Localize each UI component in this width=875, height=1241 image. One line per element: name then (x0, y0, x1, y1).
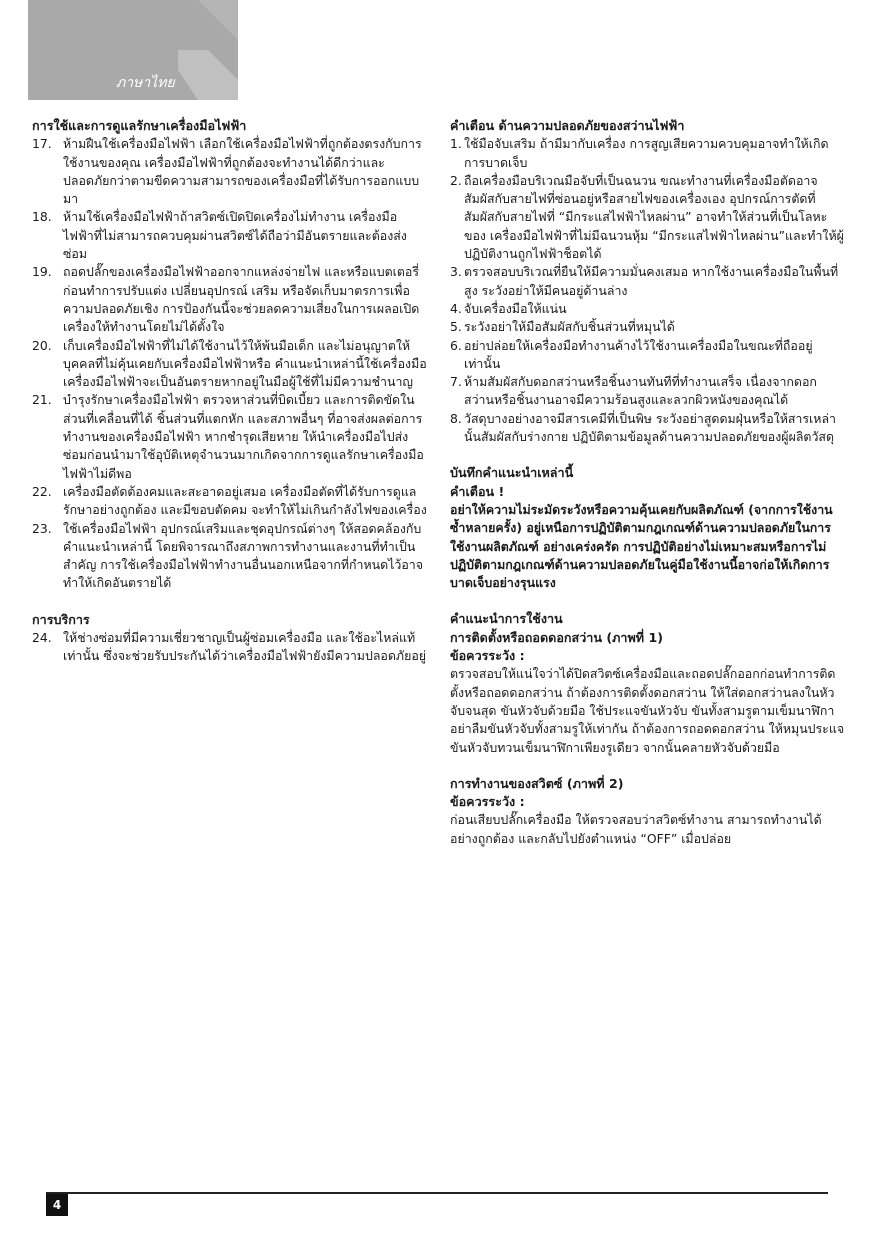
item-text: ถือเครื่องมือบริเวณมือจับที่เป็นฉนวน ขณะทำงานที่เครื่องมือตัดอาจสัมผัสกับสายไฟที่ซ่อนอยู่หรือสายไฟของเครื่องเอง อุปกรณ์การตัดที่สัมผัสกับสายไฟที่ “มีกระแสไฟฟ้าไหลผ่าน” อาจทำให้ส่วนที่เป็นโลหะของ เครื่องมือไฟฟ้าที่ไม่มีฉนวนหุ้ม “มีกระแสไฟฟ้าไหลผ่าน”และทำให้ผู้ปฏิบัติงานถูกไฟฟ้าช็อตได้ (464, 172, 844, 262)
list-item (32, 520, 427, 593)
section-title-drill-safety: คำเตือน ด้านความปลอดภัยของสว่านไฟฟ้า (450, 118, 685, 133)
warning-label: คำเตือน ! (450, 483, 505, 499)
language-label: ภาษาไทย (116, 75, 175, 91)
item-number: 2. (450, 172, 462, 188)
item-text: ถอดปลั๊กของเครื่องมือไฟฟ้าออกจากแหล่งจ่ายไฟ และหรือแบตเตอรี่ก่อนทำการปรับแต่ง เปลี่ยนอุปกรณ์ เสริม หรือจัดเก็บมาตรการเพื่อความปลอดภัยเชิง การป้องกันนี้จะช่วยลดความเสี่ยงในการเผลอเปิดเครื่องให้ทำงานโดยไม่ได้ตั้งใจ (63, 264, 420, 335)
caution-label: ข้อควรระวัง : (450, 648, 525, 664)
item-number: 22. (32, 483, 52, 499)
item-number: 3. (450, 264, 462, 280)
list-item (450, 373, 845, 410)
list-item (450, 318, 845, 336)
right-column (450, 117, 845, 848)
item-number: 5. (450, 319, 462, 335)
list-item (450, 337, 845, 374)
item-text: จับเครื่องมือให้แน่น (464, 300, 567, 316)
switch-title: การทำงานของสวิตซ์ (ภาพที่ 2) (450, 775, 624, 791)
list-item (450, 300, 845, 318)
caution-label: ข้อควรระวัง : (450, 794, 525, 810)
item-number: 23. (32, 520, 52, 536)
left-column (32, 117, 427, 666)
item-number: 4. (450, 300, 462, 316)
list-item (32, 135, 427, 208)
item-number: 24. (32, 630, 52, 646)
list-item (450, 172, 845, 263)
save-instructions-title: บันทึกคำแนะนำเหล่านี้ (450, 465, 574, 481)
list-item (32, 391, 427, 482)
item-number: 1. (450, 136, 462, 152)
switch-text: ก่อนเสียบปลั๊กเครื่องมือ ให้ตรวจสอบว่าสวิตซ์ทำงาน สามารถทำงานได้อย่างถูกต้อง และกลับไปยังตำแหน่ง “OFF” เมื่อปล่อย (450, 812, 822, 846)
item-number: 18. (32, 209, 52, 225)
usage-title: คำแนะนำการใช้งาน (450, 611, 563, 627)
section-title-tool-care: การใช้และการดูแลรักษาเครื่องมือไฟฟ้า (32, 118, 247, 133)
list-item (450, 135, 845, 172)
item-text: ตรวจสอบบริเวณที่ยืนให้มีความมั่นคงเสมอ หากใช้งานเครื่องมือในพื้นที่สูง ระวังอย่าให้มีคนอยู่ด้านล่าง (464, 264, 839, 298)
list-item (32, 208, 427, 263)
item-text: ใช้เครื่องมือไฟฟ้า อุปกรณ์เสริมและชุดอุปกรณ์ต่างๆ ให้สอดคล้องกับคำแนะนำเหล่านี้ โดยพิจารณาถึงสภาพการทำงานและงานที่ทำเป็นสำคัญ การใช้เครื่องมือไฟฟ้าทำงานอื่นนอกเหนือจากที่กำหนดไว้อาจทำให้เกิดอันตรายได้ (63, 520, 424, 591)
item-text: ใช้มือจับเสริม ถ้ามีมากับเครื่อง การสูญเสียความควบคุมอาจทำให้เกิดการบาดเจ็บ (464, 136, 829, 170)
item-number: 21. (32, 392, 52, 408)
install-text: ตรวจสอบให้แน่ใจว่าได้ปิดสวิตซ์เครื่องมือและถอดปลั๊กออกก่อนทำการติดตั้งหรือถอดดอกสว่าน ถ้าต้องการติดตั้งดอกสว่าน ให้ใส่ดอกสว่านลงในหัวจับจนสุด ขันหัวจับด้วยมือ ใช้ประแจขันหัวจับ ขันทั้งสามรูตามเข็มนาฬิกา อย่าลืมขันหัวจับทั้งสามรูให้เท่ากัน ถ้าต้องการถอดดอกสว่าน ให้หมุนประแจขันหัวจับทวนเข็มนาฬิกาเพียงรูเดียว จากนั้นคลายหัวจับด้วยมือ (450, 666, 845, 755)
item-number: 8. (450, 410, 462, 426)
list-item (450, 263, 845, 300)
warning-text: อย่าให้ความไม่ระมัดระวังหรือความคุ้นเคยกับผลิตภัณฑ์ (จากการใช้งานซ้ำหลายครั้ง) อยู่เหนือการปฏิบัติตามกฎเกณฑ์ด้านความปลอดภัยในการใช้งานผลิตภัณฑ์ อย่างเคร่งครัด การปฏิบัติอย่างไม่เหมาะสมหรือการไม่ปฏิบัติตามกฎเกณฑ์ด้านความปลอดภัยในคู่มือใช้งานนี้อาจก่อให้เกิดการบาดเจ็บอย่างรุนแรง (450, 501, 833, 591)
item-number: 17. (32, 136, 52, 152)
list-item (450, 410, 845, 447)
section-title-service: การบริการ (32, 611, 90, 627)
item-text: อย่าปล่อยให้เครื่องมือทำงานค้างไว้ใช้งานเครื่องมือในขณะที่ถืออยู่เท่านั้น (464, 337, 813, 371)
list-item (32, 337, 427, 392)
item-number: 19. (32, 264, 52, 280)
item-text: บำรุงรักษาเครื่องมือไฟฟ้า ตรวจหาส่วนที่บิดเบี้ยว และการติดขัดในส่วนที่เคลื่อนที่ได้ ชิ้นส่วนที่แตกหัก และสภาพอื่นๆ ที่อาจส่งผลต่อการทำงานของเครื่องมือไฟฟ้า หากชำรุดเสียหาย ให้นำเครื่องมือไปส่งซ่อมก่อนนำมาใช้อุบัติเหตุจำนวนมากเกิดจากการดูแลรักษาเครื่องมือไฟฟ้าไม่ดีพอ (63, 392, 424, 481)
page-number: 4 (46, 1194, 68, 1216)
install-title: การติดตั้งหรือถอดดอกสว่าน (ภาพที่ 1) (450, 629, 663, 645)
item-text: เครื่องมือตัดต้องคมและสะอาดอยู่เสมอ เครื่องมือตัดที่ได้รับการดูแลรักษาอย่างถูกต้อง และมีขอบตัดคม จะทำให้ไม่เกินกำลังไฟของเครื่อง (63, 483, 427, 518)
item-text: วัสดุบางอย่างอาจมีสารเคมีที่เป็นพิษ ระวังอย่าสูดดมฝุ่นหรือให้สารเหล่านั้นสัมผัสกับร่างกาย ปฏิบัติตามข้อมูลด้านความปลอดภัยของผู้ผลิตวัสดุ (464, 410, 836, 445)
item-text: ห้ามฝืนใช้เครื่องมือไฟฟ้า เลือกใช้เครื่องมือไฟฟ้าที่ถูกต้องตรงกับการใช้งานของคุณ เครื่องมือไฟฟ้าที่ถูกต้องจะทำงานได้ดีกว่าและปลอดภัยกว่าตามขีดความสามารถของเครื่องมือที่ได้รับการออกแบบมา (63, 136, 422, 207)
language-tab (28, 0, 238, 100)
footer-rule (46, 1192, 828, 1194)
item-number: 7. (450, 374, 462, 390)
item-number: 20. (32, 337, 52, 353)
item-text: ห้ามใช้เครื่องมือไฟฟ้าถ้าสวิตซ์เปิดปิดเครื่องไม่ทำงาน เครื่องมือไฟฟ้าที่ไม่สามารถควบคุมผ่านสวิตซ์ได้ถือว่ามีอันตรายและต้องส่งซ่อม (63, 209, 407, 262)
service-list (32, 629, 427, 666)
item-text: เก็บเครื่องมือไฟฟ้าที่ไม่ได้ใช้งานไว้ให้พ้นมือเด็ก และไม่อนุญาตให้บุคคลที่ไม่คุ้นเคยกับเครื่องมือไฟฟ้าหรือ คำแนะนำเหล่านี้ใช้เครื่องมือ เครื่องมือไฟฟ้าจะเป็นอันตรายหากอยู่ในมือผู้ใช้ที่ไม่มีความชำนาญ (63, 337, 427, 390)
item-text: ระวังอย่าให้มือสัมผัสกับชิ้นส่วนที่หมุนได้ (464, 319, 675, 335)
item-text: ห้ามสัมผัสกับดอกสว่านหรือชิ้นงานทันทีที่ทำงานเสร็จ เนื่องจากดอกสว่านหรือชิ้นงานอาจมีความร้อนสูงและลวกผิวหนังของคุณได้ (464, 374, 817, 408)
list-item (32, 263, 427, 336)
item-text: ให้ช่างซ่อมที่มีความเชี่ยวชาญเป็นผู้ซ่อมเครื่องมือ และใช้อะไหล่แท้เท่านั้น ซึ่งจะช่วยรับประกันได้ว่าเครื่องมือไฟฟ้ายังมีความปลอดภัยอยู่ (63, 630, 427, 664)
drill-safety-list (450, 135, 845, 446)
list-item (32, 483, 427, 520)
tool-care-list (32, 135, 427, 592)
item-number: 6. (450, 337, 462, 353)
list-item (32, 629, 427, 666)
